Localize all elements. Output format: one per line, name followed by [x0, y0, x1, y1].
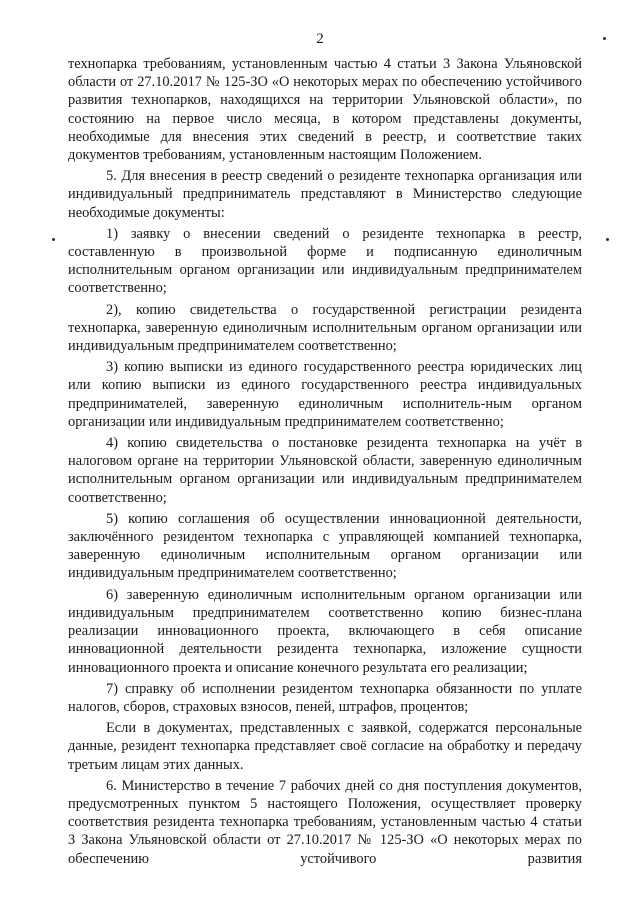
paragraph-clause-6: 6. Министерство в течение 7 рабочих дней со дня поступления документов, предусмотренных пунктом 5 настоящего Положения, осуществляет проверку соответствия резидента технопарка требованиям, установленным частью 4 статьи 3 Закона Ульяновской области от 27.10.2017 № 125-ЗО «О некоторых мерах по обеспечению устойчивого развития [68, 777, 582, 867]
paragraph-clause-5: 5. Для внесения в реестр сведений о резиденте технопарка организация или индивидуальный предприниматель представляют в Министерство следующие необходимые документы: [68, 168, 582, 221]
list-item-6: 6) заверенную единоличным исполнительным органом организации или индивидуальным предпринимателем соответственно копию бизнес-плана реализации инновационного проекта, включающего в себя описание инновационной деятельности резидента технопарка, изложение сущности инновационного проекта и описание конечного результата его реализации; [68, 586, 582, 676]
scan-speck [52, 238, 55, 241]
paragraph-personal-data: Если в документах, представленных с заявкой, содержатся персональные данные, резидент технопарка представляет своё согласие на обработку и передачу третьим лицам этих данных. [68, 720, 582, 773]
paragraph-continued: технопарка требованиям, установленным частью 4 статьи 3 Закона Ульяновской области от 27.10.2017 № 125-ЗО «О некоторых мерах по обеспечению устойчивого развития технопарков, находящихся на территории Ульяновской области», по состоянию на первое число месяца, в котором представлены документы, необходимые для внесения этих сведений в реестр, и соответствие таких документов требованиям, установленным настоящим Положением. [68, 56, 582, 164]
list-item-5: 5) копию соглашения об осуществлении инновационной деятельности, заключённого резидентом технопарка с управляющей компанией технопарка, заверенную единоличным исполнительным органом организации или индивидуальным предпринимателем соответственно; [68, 510, 582, 582]
list-item-2: 2), копию свидетельства о государственной регистрации резидента технопарка, заверенную единоличным исполнительным органом организации или индивидуальным предпринимателем соответственно; [68, 301, 582, 355]
list-item-1: 1) заявку о внесении сведений о резиденте технопарка в реестр, составленную в произвольной форме и подписанную единоличным исполнительным органом организации или индивидуальным предпринимателем соответственно; [68, 225, 582, 297]
page-number: 2 [316, 31, 324, 47]
scan-speck [603, 37, 606, 40]
list-item-7: 7) справку об исполнении резидентом технопарка обязанности по уплате налогов, сборов, страховых взносов, пеней, штрафов, процентов; [68, 680, 582, 715]
list-item-4: 4) копию свидетельства о постановке резидента технопарка на учёт в налоговом органе на территории Ульяновской области, заверенную единоличным исполнительным органом организации или индивидуальным предпринимателем соответственно; [68, 435, 582, 506]
scan-speck [606, 238, 609, 241]
document-body [68, 55, 582, 868]
list-item-3: 3) копию выписки из единого государственного реестра юридических лиц или копию выписки из единого государственного реестра индивидуальных предпринимателей, заверенную единоличным исполнитель-ным органом организации или индивидуальным предпринимателем соответственно; [68, 359, 582, 430]
